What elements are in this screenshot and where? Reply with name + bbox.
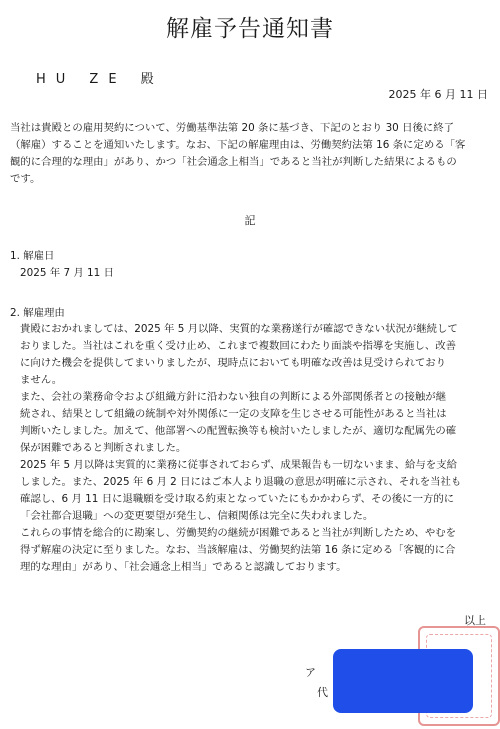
document-title: 解雇予告通知書 <box>166 16 334 42</box>
reason-line: 得ず解雇の決定に至りました。なお、当該解雇は、労働契約法第 16 条に定める「客観的に合 <box>20 544 456 556</box>
intro-line: 当社は貴殿との雇用契約について、労働基準法第 20 条に基づき、下記のとおり 30 日後に終了 <box>10 122 455 134</box>
reason-line: 判断いたしました。加えて、他部署への配置転換等も検討いたしましたが、適切な配属先の確 <box>20 425 457 437</box>
section1-heading: 1. 解雇日 <box>10 250 55 262</box>
reason-line: 「会社都合退職」への変更要望が発生し、信頼関係は完全に失われました。 <box>20 510 374 522</box>
dismissal-date: 2025 年 7 月 11 日 <box>20 267 114 279</box>
reason-line: しました。また、2025 年 6 月 2 日にはご本人より退職の意思が明確に示され、それを当社も <box>20 476 462 488</box>
closing-mark: 以上 <box>464 614 486 627</box>
representative-partial: 代 <box>317 686 328 699</box>
reason-line: 理的な理由」があり、「社会通念上相当」であると認識しております。 <box>20 561 347 573</box>
redaction-block <box>333 649 473 713</box>
reason-line: 確認し、6 月 11 日に退職願を受け取る約束となっていたにもかかわらず、その後に一方的に <box>20 493 455 505</box>
intro-line: 観的に合理的な理由」があり、かつ「社会通念上相当」であると当社が判断した結果によるもの <box>10 156 457 168</box>
reason-line: に向けた機会を提供してまいりましたが、現時点においても明確な改善は見受けられており <box>20 357 447 369</box>
reason-line: 保が困難であると判断されました。 <box>20 442 187 454</box>
reason-body <box>20 321 461 576</box>
reason-line: これらの事情を総合的に勘案し、労働契約の継続が困難であると当社が判断したため、やむを <box>20 527 456 539</box>
intro-paragraph <box>10 120 465 188</box>
intro-line: です。 <box>10 173 41 185</box>
reason-line: また、会社の業務命令および組織方針に沿わない独自の判断による外部関係者との接触が継 <box>20 391 447 403</box>
reason-line: ません。 <box>20 374 63 386</box>
issue-date: 2025 年 6 月 11 日 <box>388 88 488 101</box>
recipient-name: HU ZE 殿 <box>36 72 164 87</box>
intro-line: （解雇）することを通知いたします。なお、下記の解雇理由は、労働契約法第 16 条に定める「客 <box>10 139 466 151</box>
reason-line: 続され、結果として組織の統制や対外関係に一定の支障を生じさせる可能性があると当社は <box>20 408 447 420</box>
reason-line: おりました。当社はこれを重く受け止め、これまで複数回にわたり面談や指導を実施し、改善 <box>20 340 456 352</box>
company-name-partial: ア <box>305 666 316 679</box>
section2-heading: 2. 解雇理由 <box>10 307 65 319</box>
reason-line: 2025 年 5 月以降は実質的に業務に従事されておらず、成果報告も一切ないまま、給与を支給 <box>20 459 457 471</box>
reason-line: 貴殿におかれましては、2025 年 5 月以降、実質的な業務遂行が確認できない状況が継続して <box>20 323 458 335</box>
ki-heading: 記 <box>244 214 256 227</box>
